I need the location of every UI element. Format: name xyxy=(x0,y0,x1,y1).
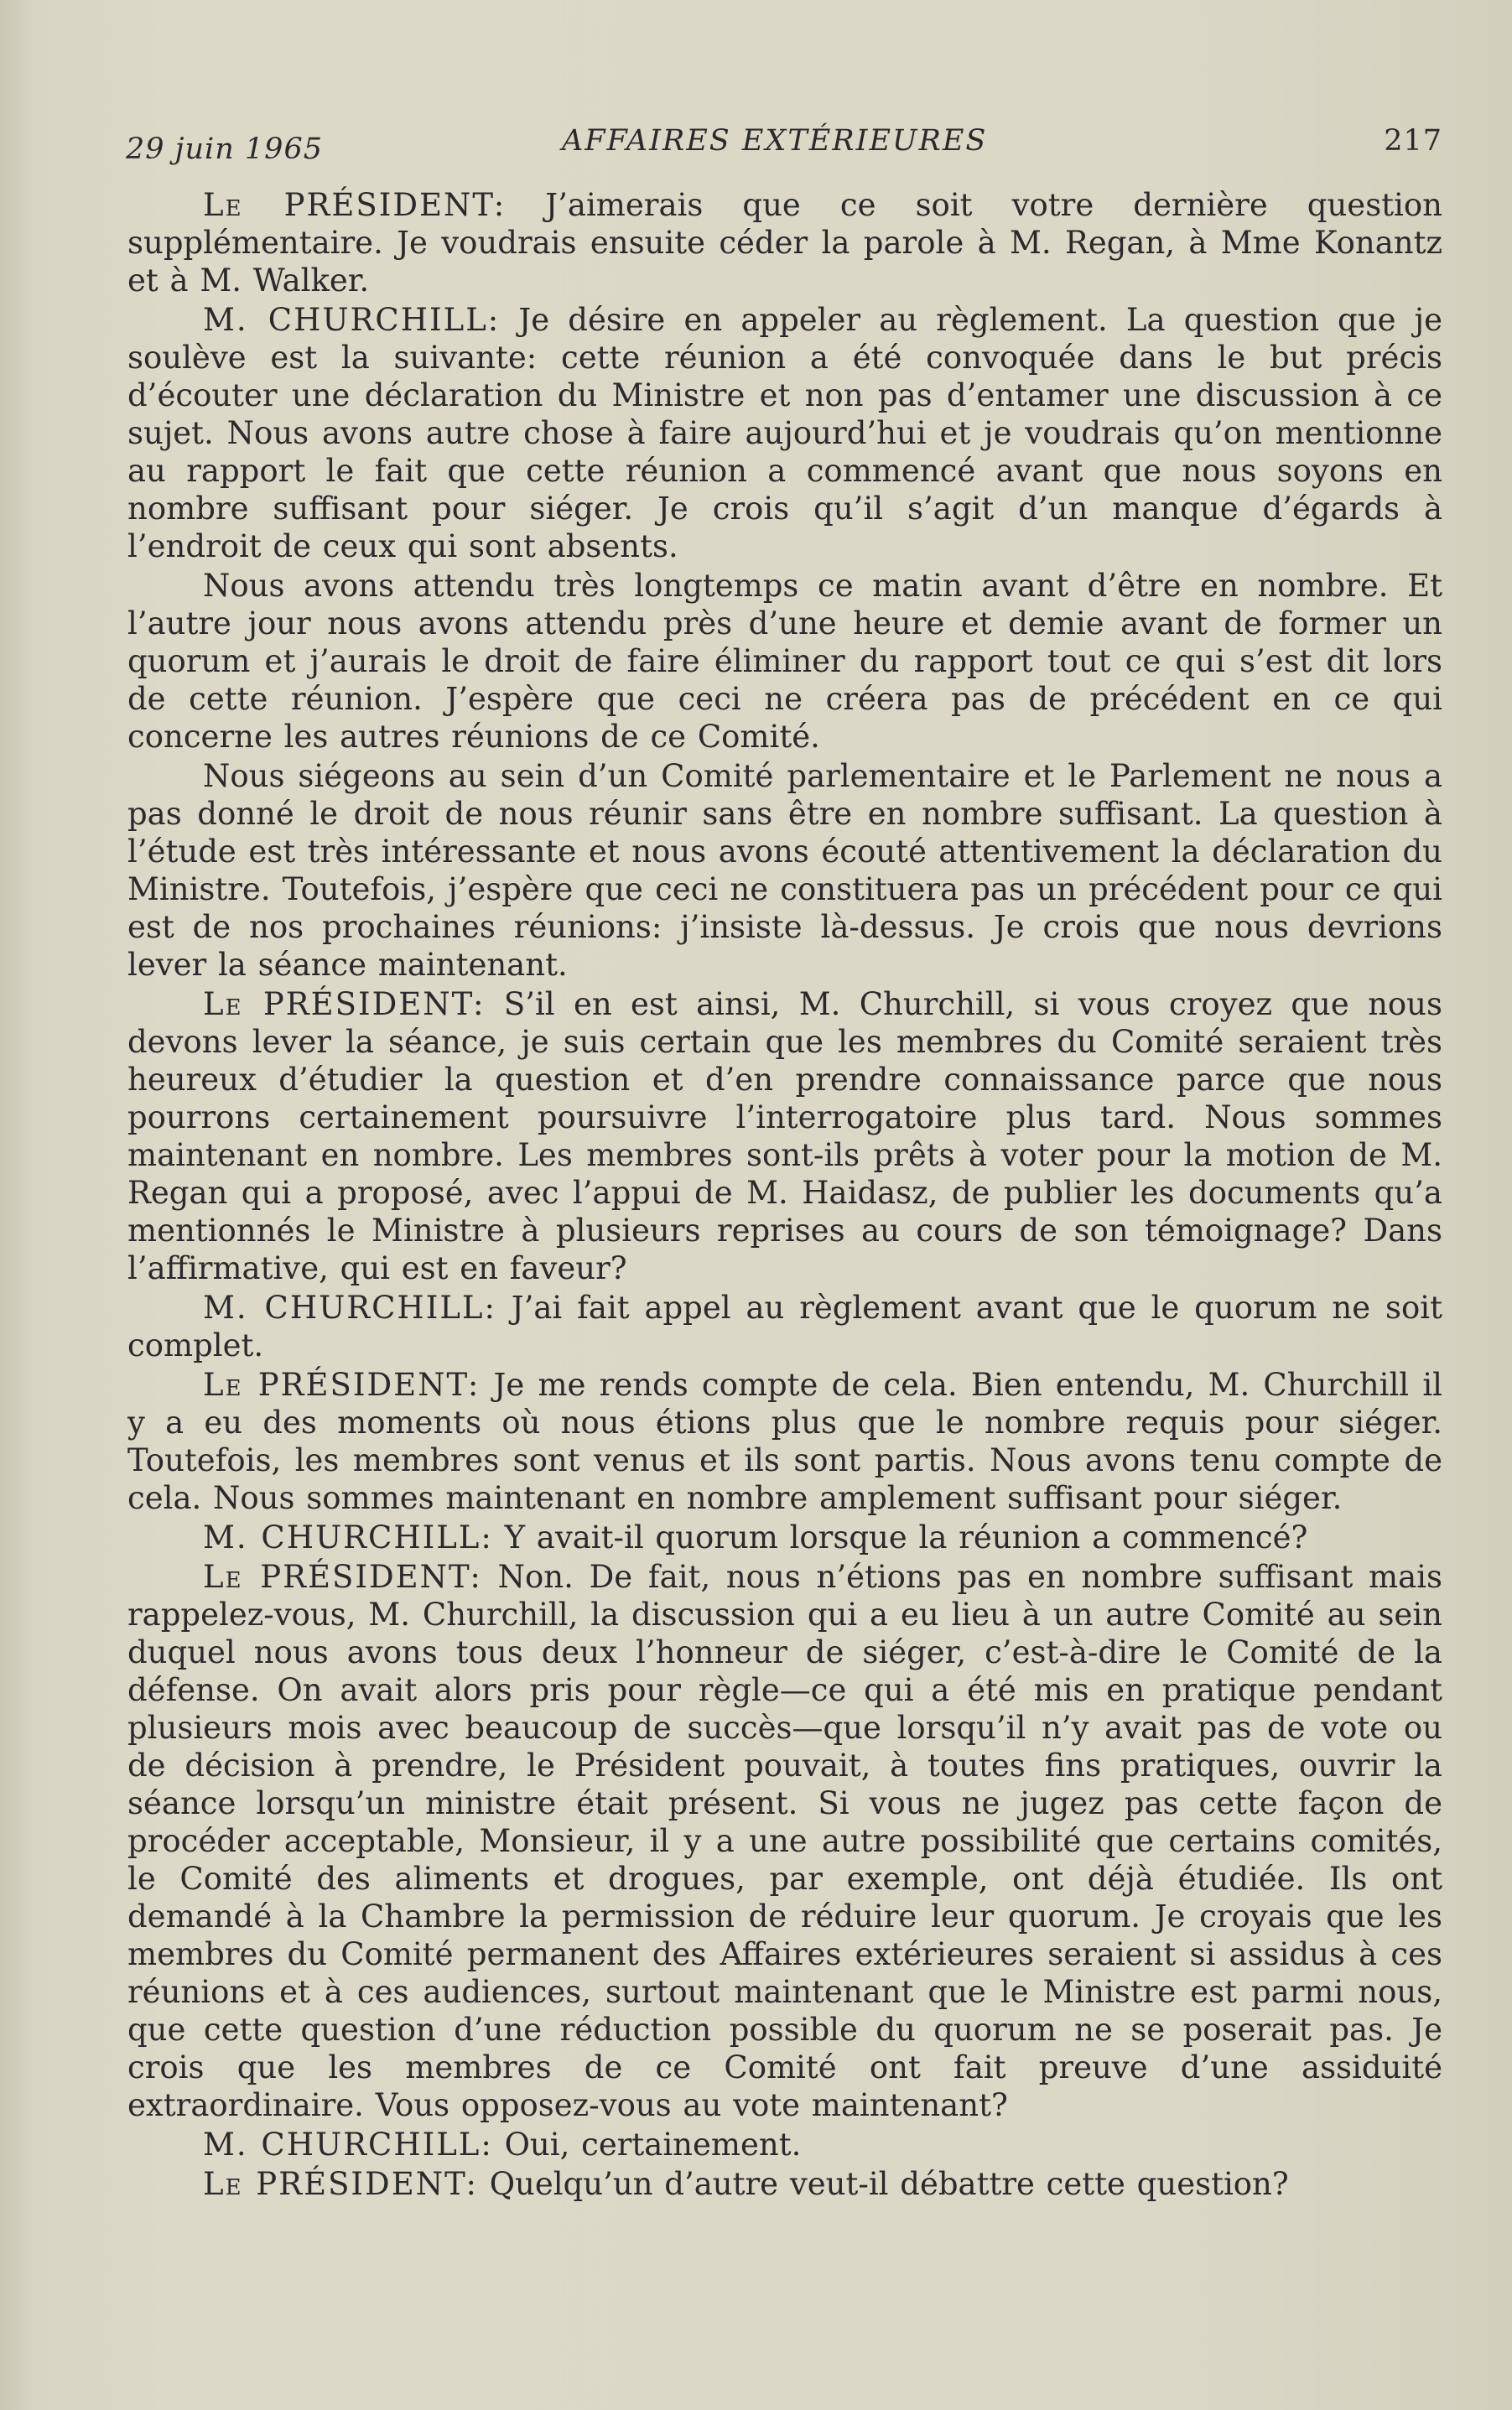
paragraph-7 xyxy=(127,1366,1442,1517)
paragraph-text: J’ai fait appel au règlement avant que le quorum ne soit complet. xyxy=(127,1290,1442,1363)
paragraph-8 xyxy=(127,1519,1442,1556)
header-title: AFFAIRES EXTÉRIEURES xyxy=(562,124,988,158)
page-header xyxy=(126,124,1442,174)
paragraph-2 xyxy=(127,301,1442,565)
speaker-label: M. CHURCHILL: xyxy=(203,2127,493,2163)
paragraph-text: J’aimerais que ce soit votre dernière question supplémentaire. Je voudrais ensuite céder la parole à M. Regan, à Mme Konantz et à M. Walker. xyxy=(127,187,1442,299)
paragraph-text: Nous avons attendu très longtemps ce matin avant d’être en nombre. Et l’autre jour nous avons attendu près d’une heure et demie avant de former un quorum et j’aurais le droit de faire éliminer du rapport tout ce qui s’est dit lors de cette réunion. J’espère que ceci ne créera pas de précédent en ce qui concerne les autres réunions de ce Comité. xyxy=(127,568,1442,755)
speaker-label: Le PRÉSIDENT: xyxy=(203,1559,482,1595)
paragraph-11 xyxy=(127,2165,1442,2203)
paragraph-text: Je désire en appeler au règlement. La question que je soulève est la suivante: cette réunion a été convoquée dans le but précis d’écouter une déclaration du Ministre et non pas d’entamer une discussion à ce sujet. Nous avons autre chose à faire aujourd’hui et je voudrais qu’on mentionne au rapport le fait que cette réunion a commencé avant que nous soyons en nombre suffisant pour siéger. Je crois qu’il s’agit d’un manque d’égards à l’endroit de ceux qui sont absents. xyxy=(127,302,1443,564)
paragraph-text: Y avait-il quorum lorsque la réunion a commencé? xyxy=(504,1519,1308,1556)
speaker-label: Le PRÉSIDENT: xyxy=(203,986,486,1022)
paragraph-9 xyxy=(127,1558,1442,2124)
speaker-label: Le PRÉSIDENT: xyxy=(203,1367,481,1403)
paragraph-text: Nous siégeons au sein d’un Comité parlementaire et le Parlement ne nous a pas donné le droit de nous réunir sans être en nombre suffisant. La question à l’étude est très intéressante et nous avons écouté attentivement la déclaration du Ministre. Toutefois, j’espère que ceci ne constituera pas un précédent pour ce qui est de nos prochaines réunions: j’insiste là-dessus. Je crois que nous devrions lever la séance maintenant. xyxy=(127,758,1442,983)
header-date: 29 juin 1965 xyxy=(126,132,323,166)
transcript-body xyxy=(127,186,1442,2203)
paragraph-1 xyxy=(127,186,1442,299)
speaker-label: M. CHURCHILL: xyxy=(203,1290,496,1326)
speaker-label: Le PRÉSIDENT: xyxy=(203,187,507,223)
page-number: 217 xyxy=(1384,124,1442,158)
speaker-label: Le PRÉSIDENT: xyxy=(203,2166,478,2202)
speaker-label: M. CHURCHILL: xyxy=(203,1519,493,1556)
paragraph-5 xyxy=(127,985,1442,1287)
paragraph-text: S’il en est ainsi, M. Churchill, si vous croyez que nous devons lever la séance, je suis certain que les membres du Comité seraient très heureux d’étudier la question et d’en prendre connaissance parce que nous pourrons certainement poursuivre l’interrogatoire plus tard. Nous sommes maintenant en nombre. Les membres sont-ils prêts à voter pour la motion de M. Regan qui a proposé, avec l’appui de M. Haidasz, de publier les documents qu’a mentionnés le Ministre à plusieurs reprises au cours de son témoignage? Dans l’affirmative, qui est en faveur? xyxy=(127,986,1443,1286)
paragraph-10 xyxy=(127,2126,1442,2163)
speaker-label: M. CHURCHILL: xyxy=(203,302,501,338)
paragraph-6 xyxy=(127,1289,1442,1364)
paragraph-4 xyxy=(127,757,1442,984)
paragraph-text: Quelqu’un d’autre veut-il débattre cette question? xyxy=(489,2166,1289,2202)
paragraph-text: Non. De fait, nous n’étions pas en nombre suffisant mais rappelez-vous, M. Churchill, la discussion qui a eu lieu à un autre Comité au sein duquel nous avons tous deux l’honneur de siéger, c’est-à-dire le Comité de la défense. On avait alors pris pour règle—ce qui a été mis en pratique pendant plusieurs mois avec beaucoup de succès—que lorsqu’il n’y avait pas de vote ou de décision à prendre, le Président pouvait, à toutes fins pratiques, ouvrir la séance lorsqu’un ministre était présent. Si vous ne jugez pas cette façon de procéder acceptable, Monsieur, il y a une autre possibilité que certains comités, le Comité des aliments et drogues, par exemple, ont déjà étudiée. Ils ont demandé à la Chambre la permission de réduire leur quorum. Je croyais que les membres du Comité permanent des Affaires extérieures seraient si assidus à ces réunions et à ces audiences, surtout maintenant que le Ministre est parmi nous, que cette question d’une réduction possible du quorum ne se poserait pas. Je crois que les membres de ce Comité ont fait preuve d’une assiduité extraordinaire. Vous opposez-vous au vote maintenant? xyxy=(127,1559,1442,2123)
paragraph-text: Oui, certainement. xyxy=(504,2127,802,2163)
paragraph-3 xyxy=(127,567,1442,756)
paragraph-text: Je me rends compte de cela. Bien entendu, M. Churchill il y a eu des moments où nous étions plus que le nombre requis pour siéger. Toutefois, les membres sont venus et ils sont partis. Nous avons tenu compte de cela. Nous sommes maintenant en nombre amplement suffisant pour siéger. xyxy=(127,1367,1442,1516)
